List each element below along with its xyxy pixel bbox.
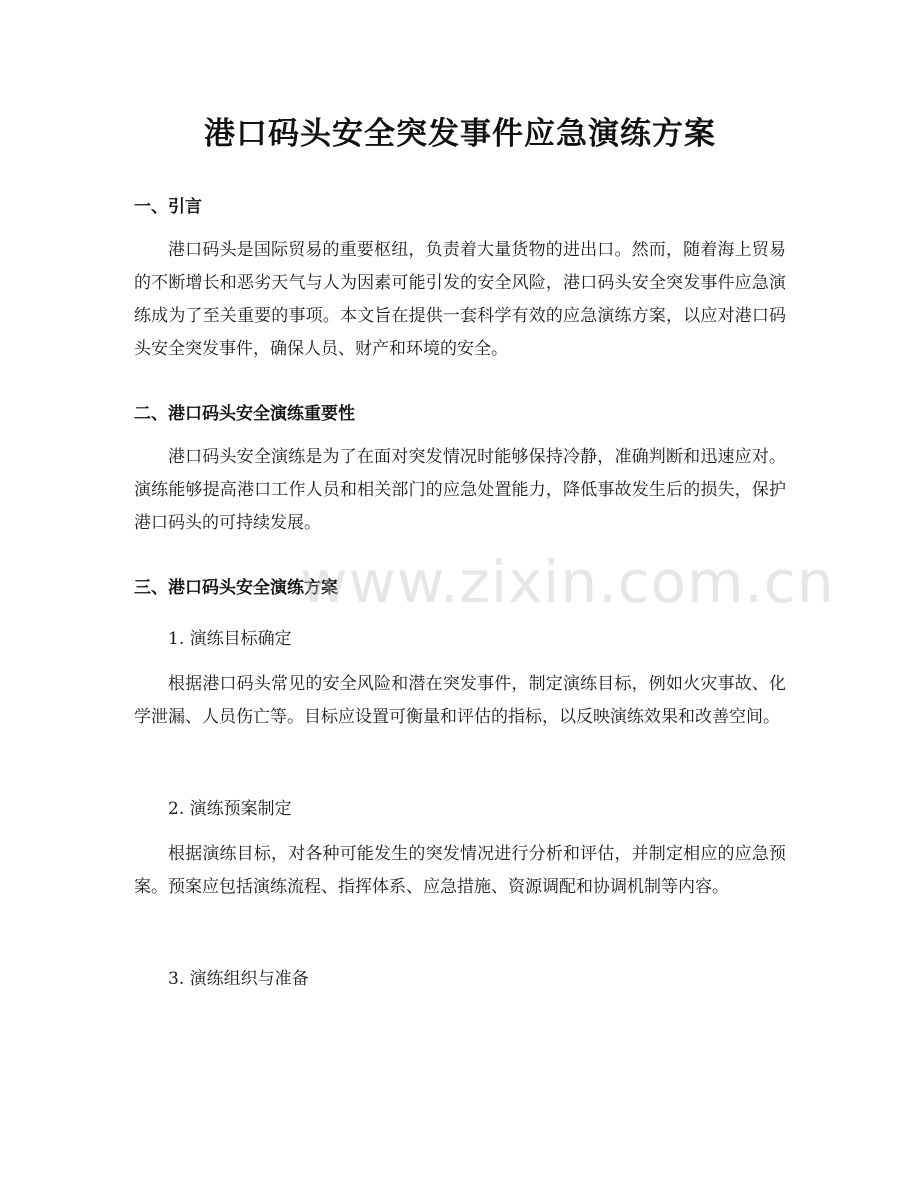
document-title: 港口码头安全突发事件应急演练方案 <box>204 116 716 152</box>
plan-item-paragraph-1: 根据港口码头常见的安全风险和潜在突发事件，制定演练目标，例如火灾事故、化学泄漏、人员伤亡等。目标应设置可衡量和评估的指标，以反映演练效果和改善空间。 <box>134 674 786 727</box>
section-heading-introduction: 一、引言 <box>134 197 202 217</box>
section-heading-plan: 三、港口码头安全演练方案 <box>134 578 338 598</box>
section-heading-importance: 二、港口码头安全演练重要性 <box>134 404 355 424</box>
plan-item-label-3: 3. 演练组织与准备 <box>168 969 309 989</box>
section-paragraph-importance: 港口码头安全演练是为了在面对突发情况时能够保持冷静，准确判断和迅速应对。演练能够提高港口工作人员和相关部门的应急处置能力，降低事故发生后的损失，保护港口码头的可持续发展。 <box>134 447 786 533</box>
site-watermark: www.zixin.com.cn <box>300 548 835 616</box>
plan-item-label-1: 1. 演练目标确定 <box>168 629 292 649</box>
plan-item-paragraph-2: 根据演练目标，对各种可能发生的突发情况进行分析和评估，并制定相应的应急预案。预案应包括演练流程、指挥体系、应急措施、资源调配和协调机制等内容。 <box>134 844 786 897</box>
section-paragraph-introduction: 港口码头是国际贸易的重要枢纽，负责着大量货物的进出口。然而，随着海上贸易的不断增长和恶劣天气与人为因素可能引发的安全风险，港口码头安全突发事件应急演练成为了至关重要的事项。本文旨在提供一套科学有效的应急演练方案，以应对港口码头安全突发事件，确保人员、财产和环境的安全。 <box>134 240 786 359</box>
plan-item-label-2: 2. 演练预案制定 <box>168 799 292 819</box>
